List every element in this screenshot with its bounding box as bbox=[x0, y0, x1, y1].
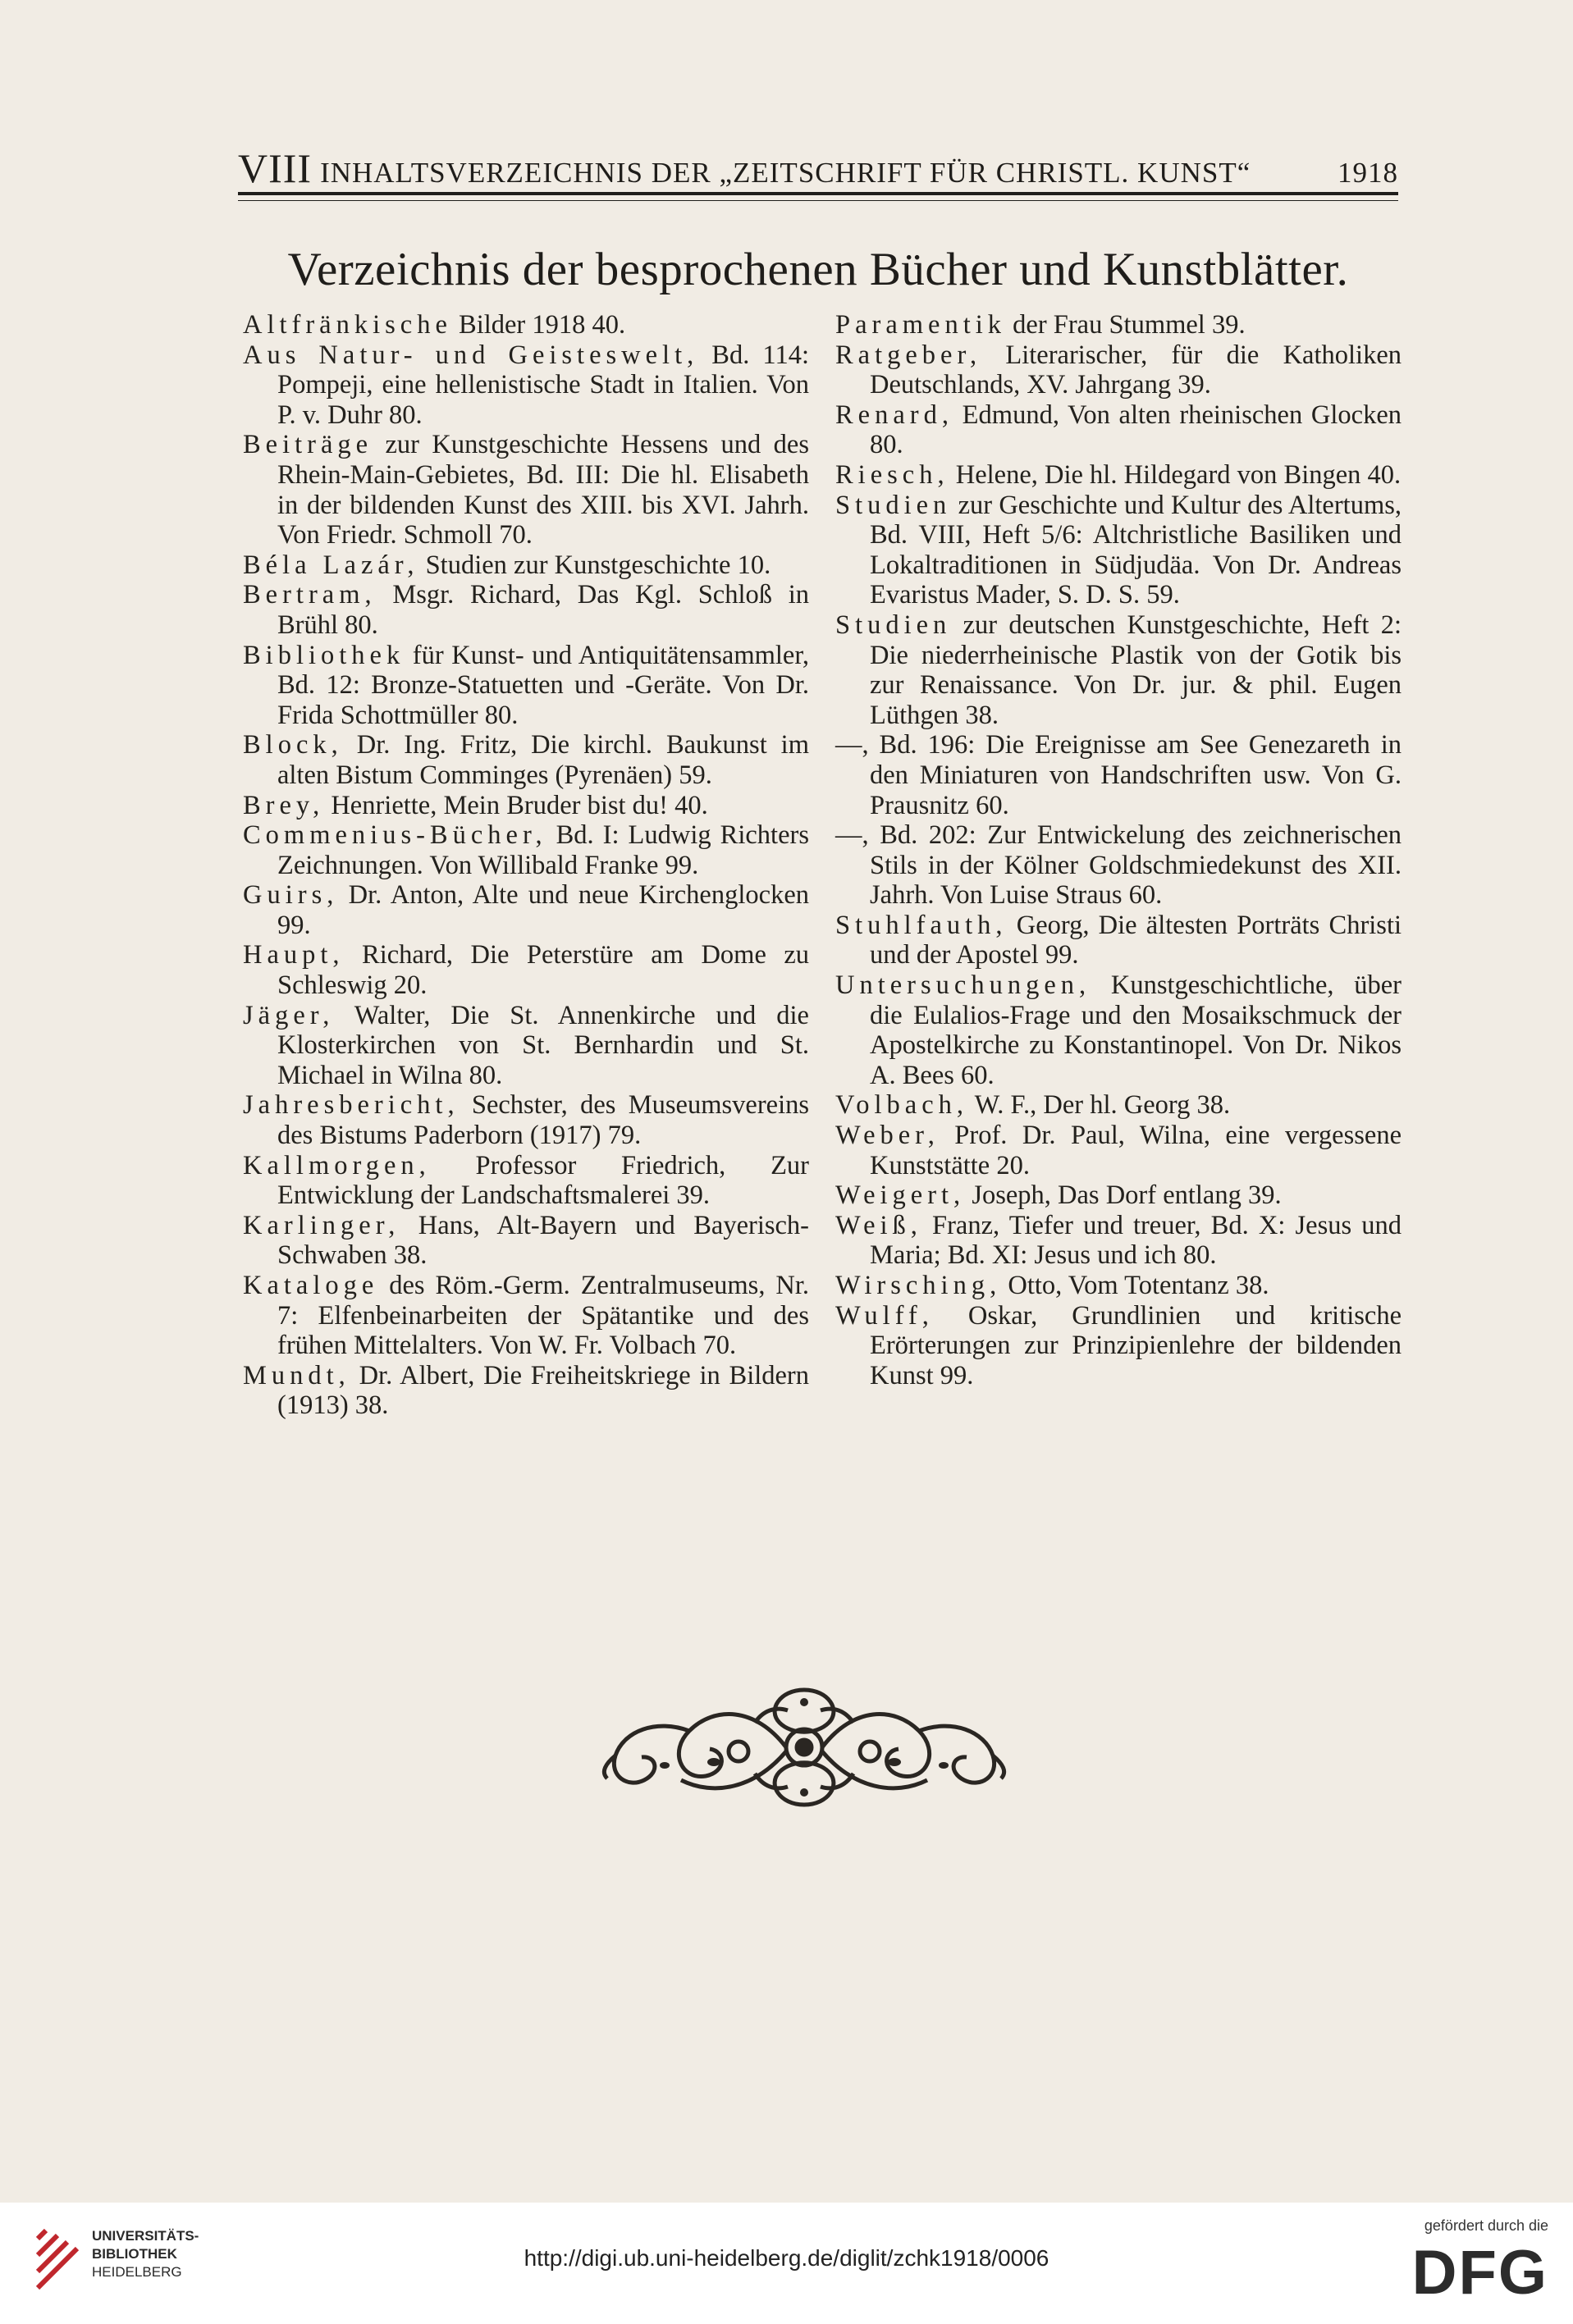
entry-text: Dr. Anton, Alte und neue Kirchenglocken 99. bbox=[277, 880, 809, 940]
entry-keyword: Commenius-Bücher, bbox=[243, 820, 547, 851]
header-year: 1918 bbox=[1338, 157, 1398, 189]
entry-text: —, Bd. 196: Die Ereignisse am See Genezareth in den Miniaturen von Handschriften usw. Von G. Prausnitz 60. bbox=[835, 730, 1402, 820]
index-entry bbox=[835, 1121, 1402, 1180]
running-header bbox=[238, 144, 1398, 192]
entry-text: zur Geschichte und Kultur des Altertums, Bd. VIII, Heft 5/6: Altchristliche Basiliken und Lokaltraditionen in Südjudäa. Von Dr. Andreas Evaristus Mader, S. D. S. 59. bbox=[870, 490, 1402, 610]
index-entry bbox=[835, 1180, 1402, 1211]
dfg-logo: DFG bbox=[1411, 2238, 1548, 2308]
viewer-footer bbox=[0, 2203, 1573, 2324]
header-title: INHALTSVERZEICHNIS DER „ZEITSCHRIFT FÜR CHRISTL. KUNST“ bbox=[320, 157, 1251, 189]
entry-keyword: Guirs, bbox=[243, 880, 339, 911]
floral-ornament-icon bbox=[591, 1673, 1017, 1821]
entry-keyword: Stuhlfauth, bbox=[835, 910, 1008, 940]
index-entry bbox=[835, 1271, 1402, 1301]
index-entry bbox=[835, 820, 1402, 911]
index-entry bbox=[835, 460, 1402, 491]
library-line-3: HEIDELBERG bbox=[92, 2264, 182, 2280]
index-entry bbox=[243, 580, 809, 640]
index-entry bbox=[243, 340, 809, 431]
entry-keyword: Block, bbox=[243, 730, 343, 760]
entry-text: Dr. Albert, Die Freiheitskriege in Bildern (1913) 38. bbox=[277, 1360, 809, 1421]
entry-keyword: Volbach, bbox=[835, 1090, 969, 1121]
entry-keyword: Kallmorgen, bbox=[243, 1150, 431, 1180]
index-entry bbox=[243, 1090, 809, 1150]
entry-keyword: Untersuchungen, bbox=[835, 970, 1091, 1001]
entry-keyword: Renard, bbox=[835, 400, 953, 430]
entry-keyword: Studien bbox=[835, 610, 952, 640]
index-entry bbox=[243, 1271, 809, 1361]
index-entry bbox=[243, 1211, 809, 1271]
index-entry bbox=[243, 310, 809, 340]
index-entry bbox=[243, 730, 809, 790]
entry-text: Prof. Dr. Paul, Wilna, eine vergessene Kunststätte 20. bbox=[870, 1121, 1402, 1180]
entry-text: Georg, Die ältesten Porträts Christi und der Apostel 99. bbox=[870, 910, 1402, 970]
entry-keyword: Jahresbericht, bbox=[243, 1090, 460, 1121]
entry-text: Helene, Die hl. Hildegard von Bingen 40. bbox=[949, 459, 1402, 490]
entry-text: zur Kunstgeschichte Hessens und des Rhein-Main-Gebietes, Bd. III: Die hl. Elisabeth in der bildenden Kunst des XIII. bis XVI. Jahrh. Von Friedr. Schmoll 70. bbox=[277, 430, 809, 550]
sponsor-label: gefördert durch die bbox=[1424, 2217, 1548, 2234]
index-entry bbox=[243, 880, 809, 940]
entry-text: Richard, Die Peterstüre am Dome zu Schleswig 20. bbox=[277, 940, 809, 1001]
entry-keyword: Weigert, bbox=[835, 1180, 966, 1211]
entry-text: Bd. 114: Pompeji, eine hellenistische Stadt in Italien. Von P. v. Duhr 80. bbox=[277, 340, 809, 430]
index-entry bbox=[243, 791, 809, 821]
entry-text: Hans, Alt-Bayern und Bayerisch-Schwaben 38. bbox=[277, 1210, 809, 1271]
entry-keyword: Wirsching, bbox=[835, 1271, 1002, 1300]
index-entry bbox=[835, 730, 1402, 820]
entry-text: Kunstgeschichtliche, über die Eulalios-Frage und den Mosaikschmuck der Apostelkirche zu Konstantinopel. Von Dr. Nikos A. Bees 60. bbox=[870, 970, 1402, 1090]
index-entry bbox=[243, 550, 809, 581]
index-entry bbox=[835, 911, 1402, 970]
entry-keyword: Beiträge bbox=[243, 430, 373, 460]
index-entry bbox=[835, 491, 1402, 610]
entry-text: Otto, Vom Totentanz 38. bbox=[1001, 1271, 1269, 1300]
entry-keyword: Wulff, bbox=[835, 1300, 934, 1331]
index-entry bbox=[835, 340, 1402, 400]
entry-text: W. F., Der hl. Georg 38. bbox=[968, 1090, 1231, 1121]
entry-keyword: Brey, bbox=[243, 790, 325, 820]
entry-keyword: Weber, bbox=[835, 1121, 940, 1151]
library-line-1: UNIVERSITÄTS- bbox=[92, 2228, 199, 2244]
index-entry bbox=[243, 1151, 809, 1211]
index-entry bbox=[835, 310, 1402, 340]
entry-keyword: Paramentik bbox=[835, 310, 1007, 340]
index-entry bbox=[243, 940, 809, 1000]
index-entry bbox=[835, 1211, 1402, 1271]
index-entry bbox=[243, 1361, 809, 1421]
entry-text: Joseph, Das Dorf entlang 39. bbox=[965, 1180, 1282, 1211]
header-rule-thin bbox=[238, 200, 1398, 201]
index-entry bbox=[243, 820, 809, 880]
entry-keyword: Karlinger, bbox=[243, 1210, 400, 1240]
left-column bbox=[243, 310, 809, 1421]
section-title: Verzeichnis der besprochenen Bücher und Kunstblätter. bbox=[287, 244, 1349, 295]
entry-text: Walter, Die St. Annenkirche und die Klosterkirchen von St. Bernhardin und St. Michael in Wilna 80. bbox=[277, 1000, 809, 1090]
entry-text: Sechster, des Museumsvereins des Bistums Paderborn (1917) 79. bbox=[277, 1090, 809, 1151]
library-line-2: BIBLIOTHEK bbox=[92, 2246, 177, 2262]
entry-keyword: Béla Lazár, bbox=[243, 550, 419, 580]
index-entry bbox=[835, 400, 1402, 460]
entry-keyword: Ratgeber, bbox=[835, 340, 982, 370]
entry-keyword: Riesch, bbox=[835, 459, 949, 490]
permalink-url[interactable]: http://digi.ub.uni-heidelberg.de/diglit/zchk1918/0006 bbox=[524, 2245, 1049, 2271]
entry-text: zur deutschen Kunstgeschichte, Heft 2: Die niederrheinische Plastik von der Gotik bis zur Renaissance. Von Dr. jur. & phil. Eugen Lüthgen 38. bbox=[870, 610, 1402, 730]
entry-keyword: Aus Natur- und Geisteswelt, bbox=[243, 340, 699, 370]
entry-text: Henriette, Mein Bruder bist du! 40. bbox=[324, 790, 708, 820]
entry-keyword: Studien bbox=[835, 490, 952, 520]
entry-text: der Frau Stummel 39. bbox=[1006, 310, 1246, 340]
index-entry bbox=[835, 1301, 1402, 1391]
entry-text: Edmund, Von alten rheinischen Glocken 80. bbox=[870, 400, 1402, 460]
index-entry bbox=[835, 970, 1402, 1090]
entry-keyword: Weiß, bbox=[835, 1210, 922, 1240]
entry-text: Msgr. Richard, Das Kgl. Schloß in Brühl 80. bbox=[277, 580, 809, 640]
index-entry bbox=[243, 1001, 809, 1091]
entry-text: Professor Friedrich, Zur Entwicklung der Landschaftsmalerei 39. bbox=[277, 1150, 809, 1211]
entry-text: Bd. I: Ludwig Richters Zeichnungen. Von Willibald Franke 99. bbox=[277, 820, 809, 880]
entry-keyword: Altfränkische bbox=[243, 310, 452, 340]
index-entry bbox=[243, 430, 809, 550]
entry-keyword: Jäger, bbox=[243, 1000, 335, 1030]
entry-text: Studien zur Kunstgeschichte 10. bbox=[418, 550, 771, 580]
entry-text: für Kunst- und Antiquitätensammler, Bd. 12: Bronze-Statuetten und -Geräte. Von Dr. Frida Schottmüller 80. bbox=[277, 640, 809, 730]
index-entry bbox=[835, 610, 1402, 730]
header-rule-thick bbox=[238, 192, 1398, 195]
entry-text: Dr. Ing. Fritz, Die kirchl. Baukunst im alten Bistum Comminges (Pyrenäen) 59. bbox=[277, 730, 809, 790]
index-entry bbox=[243, 641, 809, 731]
entry-text: Franz, Tiefer und treuer, Bd. X: Jesus und Maria; Bd. XI: Jesus und ich 80. bbox=[870, 1210, 1402, 1271]
entry-text: des Röm.-Germ. Zentralmuseums, Nr. 7: Elfenbeinarbeiten der Spätantike und des frühen Mittelalters. Von W. Fr. Volbach 70. bbox=[277, 1271, 809, 1361]
entry-keyword: Mundt, bbox=[243, 1360, 350, 1390]
page-number: VIII bbox=[238, 145, 313, 191]
entry-text: —, Bd. 202: Zur Entwickelung des zeichnerischen Stils in der Kölner Goldschmiedekunst des XII. Jahrh. Von Luise Straus 60. bbox=[835, 820, 1402, 911]
right-column bbox=[835, 310, 1402, 1390]
entry-text: Oskar, Grundlinien und kritische Erörterungen zur Prinzipienlehre der bildenden Kunst 99. bbox=[870, 1300, 1402, 1390]
entry-keyword: Bibliothek bbox=[243, 640, 405, 670]
index-entry bbox=[835, 1090, 1402, 1121]
entry-text: Literarischer, für die Katholiken Deutschlands, XV. Jahrgang 39. bbox=[870, 340, 1402, 400]
entry-keyword: Kataloge bbox=[243, 1271, 379, 1300]
entry-keyword: Bertram, bbox=[243, 580, 377, 610]
entry-text: Bilder 1918 40. bbox=[451, 310, 626, 340]
entry-keyword: Haupt, bbox=[243, 940, 345, 970]
